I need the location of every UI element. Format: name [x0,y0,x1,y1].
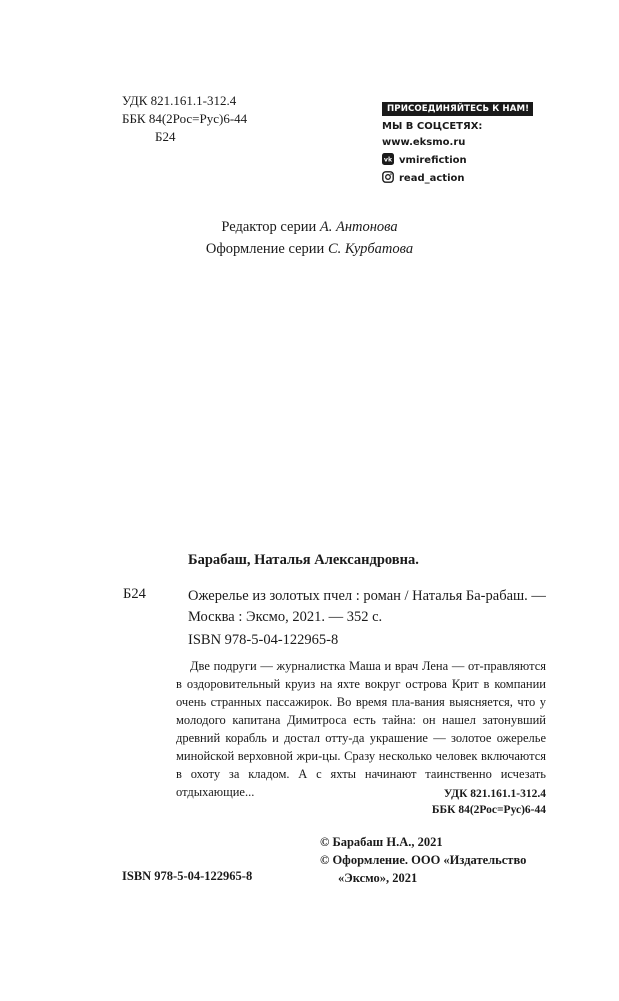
copyright-block [320,833,526,887]
catalog-author: Барабаш, Наталья Александровна. [188,552,419,568]
copyright-author: © Барабаш Н.А., 2021 [320,835,443,849]
catalog-title: Ожерелье из золотых пчел : роман / Наталья Ба-рабаш. — Москва : Эксмо, 2021. — 352 с. [188,588,546,625]
footer-isbn: ISBN 978-5-04-122965-8 [122,869,253,883]
join-us-banner: ПРИСОЕДИНЯЙТЕСЬ К НАМ! [382,102,533,116]
catalog-codes [400,786,546,818]
vk-handle: vmirefiction [399,155,467,166]
catalog-bbk: ББК 84(2Рос=Рус)6-44 [431,804,546,816]
vk-link[interactable] [382,153,557,166]
instagram-handle: read_action [399,173,465,184]
series-editor-line [0,216,619,238]
social-heading: МЫ В СОЦСЕТЯХ: [382,121,483,132]
classification-block [122,92,247,146]
annotation: Две подруги — журналистка Маша и врач Лена — от-правляются в оздоровительный круиз на яхте вокруг острова Крит в компании очень странных пассажирок. Во время пла-вания выясняется, что у молодого капитана Димитроса есть тайна: он нашел затонувший древний корабль и достал отту-да украшение — золотое ожерелье минойской верховной жри-цы. Сразу несколько человек включаются в охоту за кладом. А с яхты начинают таинственно исчезать отдыхающие... [176,659,546,799]
copyright-design: © Оформление. ООО «Издательство [320,853,527,867]
series-design-name: С. Курбатова [327,241,414,257]
series-design-label: Оформление серии [205,241,325,257]
udk-code: УДК 821.161.1-312.4 [122,93,237,108]
editors-block [0,216,619,260]
instagram-icon [382,171,394,183]
catalog-udk: УДК 821.161.1-312.4 [443,788,546,800]
author-mark: Б24 [155,129,176,144]
vk-icon [382,153,394,165]
catalog-author-mark: Б24 [123,586,146,602]
series-design-line [0,238,619,260]
series-editor-label: Редактор серии [221,219,317,235]
website-link[interactable]: www.eksmo.ru [382,137,466,148]
svg-text:vk: vk [383,156,393,164]
social-block [382,96,557,184]
catalog-isbn: ISBN 978-5-04-122965-8 [188,632,339,648]
bbk-code: ББК 84(2Рос=Рус)6-44 [122,111,248,126]
instagram-link[interactable] [382,171,557,184]
series-editor-name: А. Антонова [319,219,398,235]
copyright-design-cont: «Эксмо», 2021 [338,871,418,885]
